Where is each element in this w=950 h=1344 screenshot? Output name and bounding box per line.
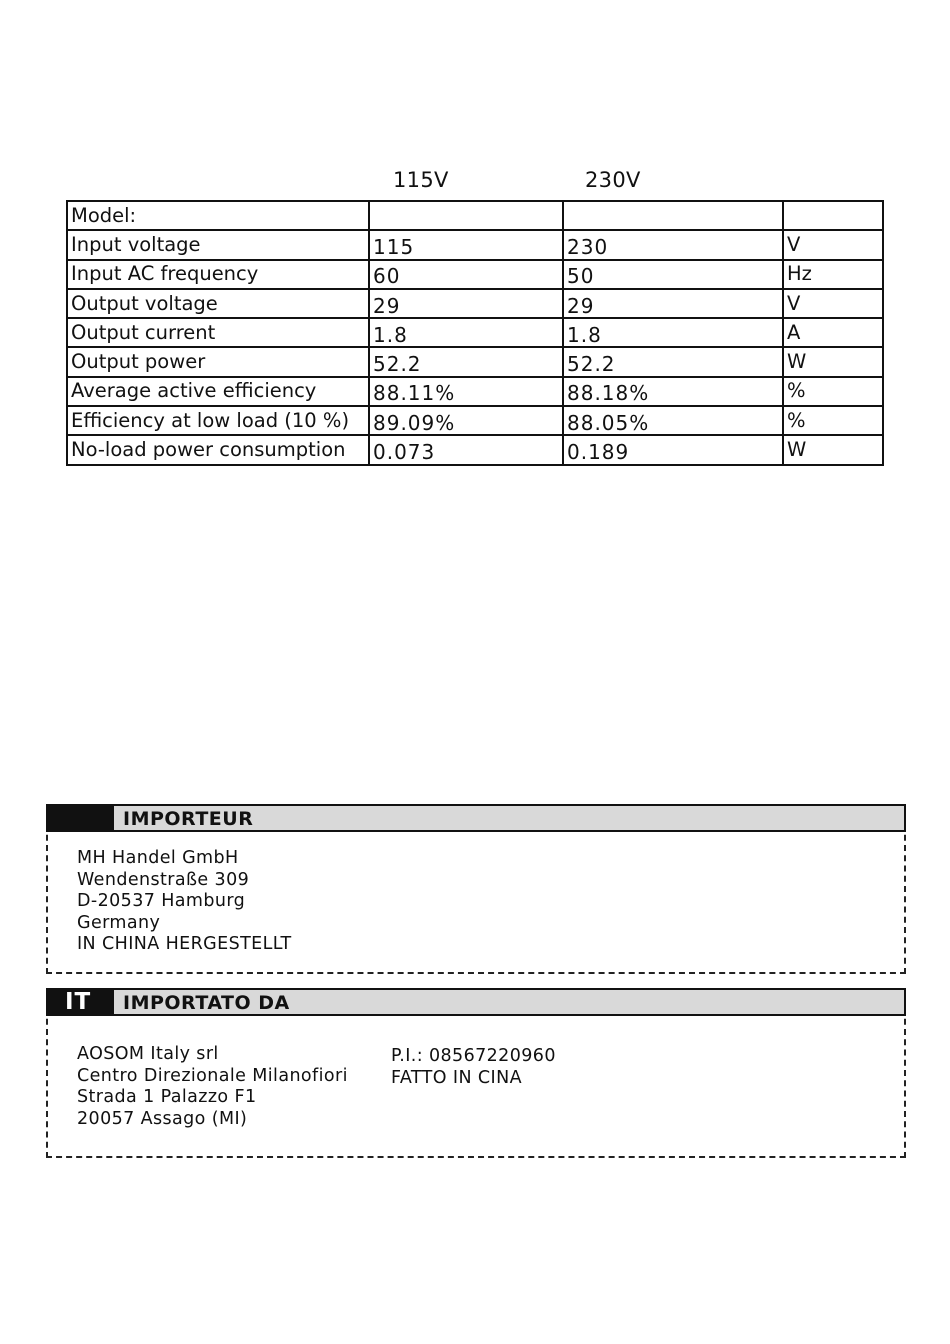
value-115v: 88.11% [369,377,563,406]
address-line: IN CHINA HERGESTELLT [77,934,292,954]
table-row [67,260,883,289]
column-header-115v: 115V [393,168,449,192]
unit: V [783,230,883,259]
value-115v: 29 [369,289,563,318]
table-row [67,201,883,230]
value-115v: 1.8 [369,318,563,347]
importer-it-header [46,988,906,1016]
language-tag: IT [48,990,114,1014]
value-115v: 0.073 [369,435,563,464]
address-line: D-20537 Hamburg [77,891,246,911]
spec-table [66,200,884,466]
value-115v: 115 [369,230,563,259]
importer-it-title: IMPORTATO DA [123,992,290,1014]
address-line: Strada 1 Palazzo F1 [77,1087,257,1107]
value-115v: 89.09% [369,406,563,435]
row-label: Output power [67,347,369,376]
importer-de-address [77,848,292,956]
address-line: Germany [77,912,161,933]
unit: W [783,347,883,376]
row-label: Output voltage [67,289,369,318]
table-row [67,435,883,464]
value-230v: 1.8 [563,318,783,347]
value-230v: 29 [563,289,783,318]
row-label: Input AC frequency [67,260,369,289]
importer-de-box [46,804,906,974]
row-label: No-load power consumption [67,435,369,464]
unit: A [783,318,883,347]
table-row [67,289,883,318]
value-230v: 0.189 [563,435,783,464]
column-header-230v: 230V [585,168,641,192]
importer-it-address [77,1044,348,1130]
origin-note: FATTO IN CINA [391,1067,522,1088]
unit: % [783,377,883,406]
row-label: Output current [67,318,369,347]
table-row [67,406,883,435]
address-line: Wendenstraße 309 [77,869,250,890]
importer-de-title: IMPORTEUR [123,808,254,830]
row-label: Average active efficiency [67,377,369,406]
value-115v: 52.2 [369,347,563,376]
importer-it-extra [391,1046,556,1089]
table-row [67,318,883,347]
importer-de-header [46,804,906,832]
address-line: MH Handel GmbH [77,848,239,868]
row-label: Model: [67,201,369,230]
unit [783,201,883,230]
row-label: Efficiency at low load (10 %) [67,406,369,435]
value-230v: 88.05% [563,406,783,435]
value-230v: 50 [563,260,783,289]
address-line: AOSOM Italy srl [77,1044,219,1064]
unit: W [783,435,883,464]
value-115v: 60 [369,260,563,289]
table-row [67,377,883,406]
address-line: Centro Direzionale Milanofiori [77,1065,348,1086]
table-row [67,230,883,259]
table-row [67,347,883,376]
unit: % [783,406,883,435]
value-230v: 230 [563,230,783,259]
language-tag [48,806,114,830]
unit: V [783,289,883,318]
value-230v [563,201,783,230]
unit: Hz [783,260,883,289]
value-230v: 88.18% [563,377,783,406]
value-230v: 52.2 [563,347,783,376]
vat-number: P.I.: 08567220960 [391,1046,556,1066]
value-115v [369,201,563,230]
row-label: Input voltage [67,230,369,259]
importer-it-box [46,988,906,1158]
address-line: 20057 Assago (MI) [77,1108,248,1129]
